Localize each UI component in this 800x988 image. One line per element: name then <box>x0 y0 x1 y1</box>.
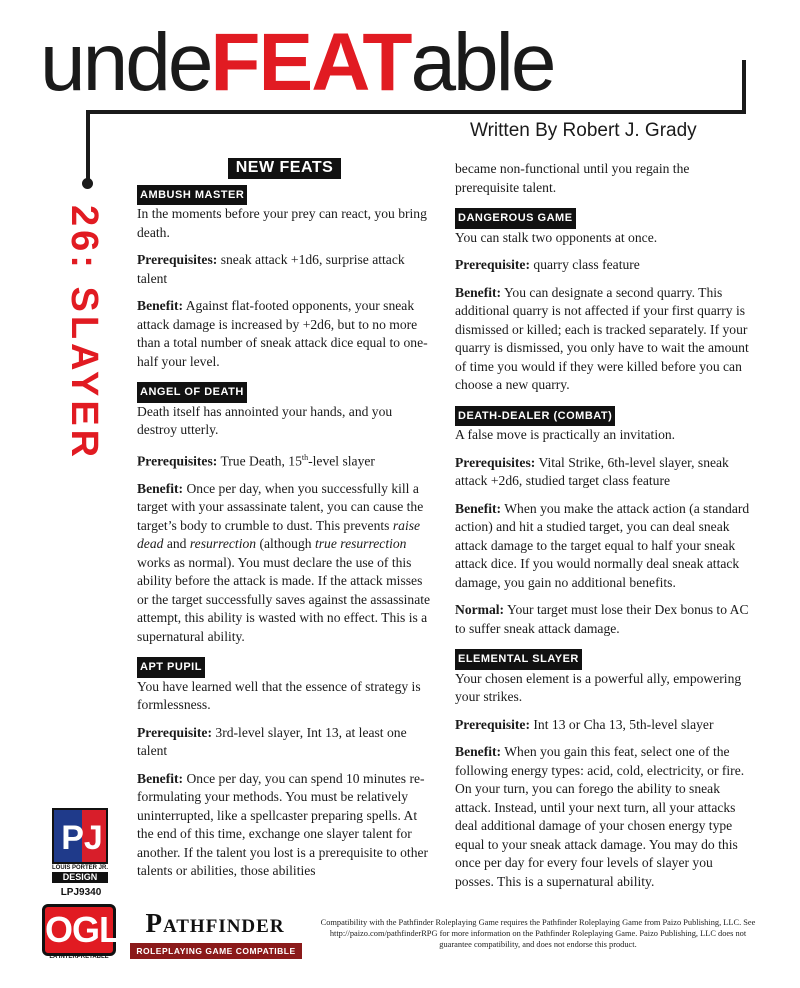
publisher-logo <box>52 808 108 886</box>
pathfinder-logo-name: Pathfinder <box>145 908 285 938</box>
header-rule-horizontal <box>86 110 746 114</box>
pj-logo-subtitle: LOUIS PORTER JR. <box>52 865 109 871</box>
column-left <box>137 158 432 890</box>
feat-benefit: Benefit: Once per day, when you successfully kill a target with your assassinate talent, you can cause the target’s body to crumble to dust. This prevents raise dead and resurrection (although true resurrection works as normal). You must declare the use of this ability before the attack is made. If the attack misses or the target successfully saves against the assassinate attempt, this ability is wasted with no effect. This is a supernatural ability. <box>137 480 431 644</box>
feat-angel-of-death <box>137 380 432 646</box>
feat-prereq: Prerequisite: quarry class feature <box>455 257 640 272</box>
header-rule-dot <box>82 178 93 189</box>
feat-prereq: Prerequisite: 3rd-level slayer, Int 13, at least one talent <box>137 724 407 759</box>
pathfinder-logo-bar: ROLEPLAYING GAME COMPATIBLE <box>130 943 302 959</box>
pathfinder-logo <box>120 905 310 963</box>
feat-name: AMBUSH MASTER <box>137 185 247 206</box>
feat-prereq: Prerequisites: Vital Strike, 6th-level slayer, sneak attack +2d6, studied target class feature <box>455 454 729 488</box>
feat-name: DANGEROUS GAME <box>455 208 576 229</box>
section-title: NEW FEATS <box>228 158 342 179</box>
pj-logo-icon <box>52 808 108 864</box>
feat-normal: Normal: Your target must lose their Dex bonus to AC to suffer sneak attack damage. <box>455 602 749 636</box>
feat-benefit: Benefit: Once per day, you can spend 10 minutes re-formulating your methods. You must be relatively uninterrupted, like a spellcaster preparing spells. At the end of this time, exchange one slayer talent for another. If the talent you lost is a prerequisite to other talents or abilities, those abilities <box>137 770 429 879</box>
feat-intro: Your chosen element is a powerful ally, empowering your strikes. <box>455 670 742 704</box>
feat-elemental-slayer <box>455 647 755 891</box>
feat-name: DEATH-DEALER (COMBAT) <box>455 406 615 427</box>
column-right <box>455 160 755 900</box>
feat-dangerous-game <box>455 206 755 395</box>
feat-name: ANGEL OF DEATH <box>137 382 247 403</box>
feat-prereq: Prerequisite: Int 13 or Cha 13, 5th-level slayer <box>455 716 714 732</box>
feat-benefit: Benefit: You can designate a second quarry. This additional quarry is not affected if your first quarry is dismissed or killed; each is tracked separately. If your quarry is dismissed, you only have to wait the amount of time you would if they were killed before you can choose a new quarry. <box>455 284 749 392</box>
section-heading <box>137 158 432 179</box>
header-rule-right <box>742 60 746 112</box>
page-title <box>40 18 800 108</box>
feat-benefit: Benefit: Against flat-footed opponents, your sneak attack damage is increased by +2d6, but to no more than a total number of sneak attack dice equal to one-half your level. <box>137 298 428 369</box>
feat-prereq: Prerequisites: True Death, 15th-level slayer <box>137 452 375 469</box>
feat-intro: You have learned well that the essence of strategy is formlessness. <box>137 678 421 713</box>
header-rule-left <box>86 110 90 180</box>
title-part-able: able <box>410 17 554 108</box>
pj-logo-design: DESIGN <box>52 872 108 883</box>
ogl-logo-text: OGL <box>42 904 116 956</box>
pj-logo-text: PJ <box>61 819 103 857</box>
title-part-feat: FEAT <box>210 17 411 108</box>
title-part-unde: unde <box>40 17 211 108</box>
vertical-chapter-title <box>60 205 108 505</box>
feat-intro: In the moments before your prey can react, you bring death. <box>137 206 427 240</box>
feat-intro: Death itself has annointed your hands, and you destroy utterly. <box>137 403 393 437</box>
product-code: LPJ9340 <box>60 887 102 898</box>
ogl-logo-subtitle: LA INTERPRETABLE <box>49 954 109 960</box>
feat-benefit-continued: became non-functional until you regain the prerequisite talent. <box>455 161 690 195</box>
feat-intro: A false move is practically an invitation. <box>455 427 676 442</box>
ogl-logo <box>42 904 120 966</box>
vertical-chapter-label: 26: SLAYER <box>63 205 105 462</box>
feat-death-dealer <box>455 404 755 639</box>
feat-prereq: Prerequisites: sneak attack +1d6, surprise attack talent <box>137 252 405 286</box>
byline: Written By Robert J. Grady <box>470 120 697 141</box>
feat-apt-pupil <box>137 655 432 881</box>
feat-name: APT PUPIL <box>137 657 205 678</box>
feat-name: ELEMENTAL SLAYER <box>455 649 582 670</box>
feat-benefit: Benefit: When you make the attack action (a standard action) and hit a studied target, you can deal sneak attack damage to the target equal to half your sneak attack dice. If you would normally deal sneak attack damage, you gain no additional benefits. <box>455 500 750 590</box>
feat-ambush-master <box>137 183 432 372</box>
compatibility-notice: Compatibility with the Pathfinder Roleplaying Game requires the Pathfinder Roleplaying Game from Paizo Publishing, LLC. See http://paizo.com/pathfinderRPG for more information on the Pathfinder Roleplaying Game. Paizo Publishing, LLC does not guarantee compatibility, and does not endorse this product. <box>320 918 756 950</box>
feat-intro: You can stalk two opponents at once. <box>455 229 658 245</box>
feat-benefit: Benefit: When you gain this feat, select one of the following energy types: acid, cold, electricity, or fire. On your turn, you can forego the ability to sneak attack. Instead, until your next turn, all your attacks deal additional damage of your chosen energy type equal to your sneak attack damage. You may do this once per day for every four levels of slayer you posses. This is a supernatural ability. <box>455 744 745 889</box>
